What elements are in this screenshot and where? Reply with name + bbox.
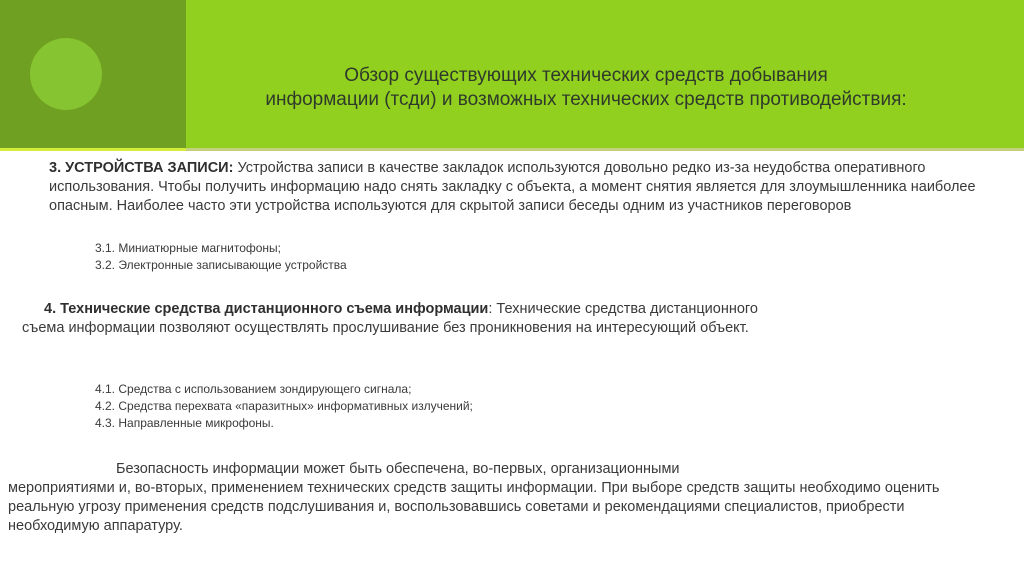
section-4-heading: 4. Технические средства дистанционного съема информации: [44, 301, 489, 317]
slide-title: [196, 64, 976, 112]
section-4-list: [95, 381, 473, 432]
section-4-text-first: : Технические средства дистанционного: [488, 301, 758, 317]
closing-paragraph: [8, 460, 998, 536]
list-item: 4.3. Направленные микрофоны.: [95, 416, 274, 430]
list-item: 4.2. Средства перехвата «паразитных» информативных излучений;: [95, 399, 473, 413]
decorative-circle: [30, 38, 102, 110]
section-4-paragraph: [22, 300, 984, 338]
list-item: 3.1. Миниатюрные магнитофоны;: [95, 241, 282, 255]
section-3-heading: 3. УСТРОЙСТВА ЗАПИСИ:: [49, 160, 234, 176]
slide-title-line-2: информации (тсди) и возможных технических средств противодействия:: [265, 89, 907, 110]
slide-title-line-1: Обзор существующих технических средств добывания: [344, 65, 828, 86]
section-3-text: Устройства записи в качестве закладок используются довольно редко из-за неудобства оперативного использования. Чтобы получить информацию надо снять закладку с объекта, а момент снятия является для злоумышленника наиболее опасным. Наиболее часто эти устройства используются для скрытой записи беседы одним из участников переговоров: [49, 160, 976, 214]
section-3-paragraph: [49, 159, 1009, 216]
section-3-list: [95, 240, 347, 274]
list-item: 4.1. Средства с использованием зондирующего сигнала;: [95, 382, 412, 396]
section-4-text-rest: съема информации позволяют осуществлять прослушивание без проникновения на интересующий объект.: [22, 320, 749, 336]
list-item: 3.2. Электронные записывающие устройства: [95, 258, 347, 272]
header-divider: [186, 148, 1024, 151]
closing-rest: мероприятиями и, во-вторых, применением технических средств защиты информации. При выборе средств защиты необходимо оценить реальную угрозу применения средств подслушивания и, воспользовавшись советами и рекомендациями специалистов, приобрести необходимую аппаратуру.: [8, 480, 940, 534]
closing-first-line: Безопасность информации может быть обеспечена, во-первых, организационными: [116, 461, 680, 477]
